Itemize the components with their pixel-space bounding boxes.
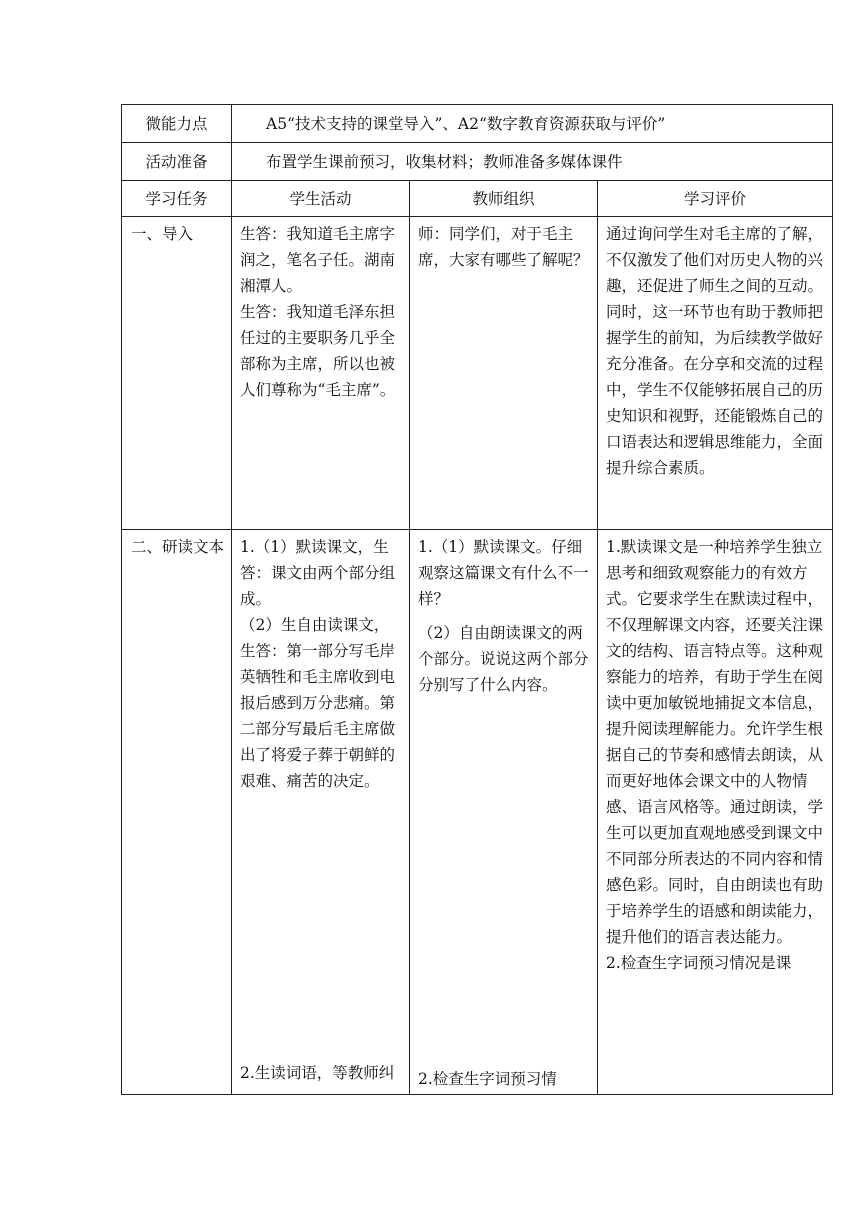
header-evaluation: 学习评价 (598, 181, 833, 217)
teacher-question: 师：同学们，对于毛主席，大家有哪些了解呢？ (418, 225, 589, 269)
student-activity-cell (232, 530, 410, 1095)
evaluation-text: 2.检查生字词预习情况是课 (606, 954, 792, 972)
evaluation-cell (598, 217, 833, 530)
table-row-intro (122, 217, 833, 530)
lesson-plan-table (121, 104, 833, 1095)
prep-value: 布置学生课前预习，收集材料；教师准备多媒体课件 (232, 143, 833, 181)
student-answer: 生答：我知道毛主席字润之，笔名子任。湖南湘潭人。 (240, 225, 396, 295)
header-student: 学生活动 (232, 181, 410, 217)
competency-value: A5“技术支持的课堂导入”、A2“数字教育资源获取与评价” (232, 105, 833, 143)
task-cell: 二、研读文本 (122, 530, 232, 1095)
task-cell: 一、导入 (122, 217, 232, 530)
student-answer: 生答：我知道毛泽东担任过的主要职务几乎全部称为主席，所以也被人们尊称为“毛主席”。 (240, 303, 396, 399)
competency-label: 微能力点 (122, 105, 232, 143)
teacher-question: 1.（1）默读课文。仔细观察这篇课文有什么不一样？ (418, 538, 589, 608)
student-answer: 1.（1）默读课文，生答：课文由两个部分组成。 (240, 538, 396, 608)
student-answer-continued: 2.生读词语，等教师纠 (240, 1064, 395, 1082)
teacher-question: （2）自由朗读课文的两个部分。说说这两个部分分别写了什么内容。 (418, 624, 589, 694)
teacher-question-continued: 2.检查生字词预习情 (418, 1070, 557, 1088)
student-activity-cell (232, 217, 410, 530)
evaluation-text: 1.默读课文是一种培养学生独立思考和细致观察能力的有效方式。它要求学生在默读过程中，不仅理解课文内容，还要关注课文的结构、语言特点等。这种观察能力的培养，有助于学生在阅读中更加敏锐地捕捉文本信息，提升阅读理解能力。允许学生根据自己的节奏和感情去朗读，从而更好地体会课文中的人物情感、语言风格等。通过朗读，学生可以更加直观地感受到课文中不同部分所表达的不同内容和情感色彩。同时，自由朗读也有助于培养学生的语感和朗读能力，提升他们的语言表达能力。 (606, 538, 824, 946)
header-task: 学习任务 (122, 181, 232, 217)
competency-row (122, 105, 833, 143)
header-row (122, 181, 833, 217)
evaluation-cell (598, 530, 833, 1095)
teacher-organization-cell (410, 530, 598, 1095)
prep-row (122, 143, 833, 181)
table-row-reading (122, 530, 833, 1095)
header-teacher: 教师组织 (410, 181, 598, 217)
teacher-organization-cell (410, 217, 598, 530)
evaluation-text: 通过询问学生对毛主席的了解，不仅激发了他们对历史人物的兴趣，还促进了师生之间的互动。同时，这一环节也有助于教师把握学生的前知，为后续教学做好充分准备。在分享和交流的过程中，学生不仅能够拓展自己的历史知识和视野，还能锻炼自己的口语表达和逻辑思维能力，全面提升综合素质。 (606, 225, 824, 477)
student-answer: （2）生自由读课文，生答：第一部分写毛岸英牺牲和毛主席收到电报后感到万分悲痛。第二部分写最后毛主席做出了将爱子葬于朝鲜的艰难、痛苦的决定。 (240, 616, 396, 790)
prep-label: 活动准备 (122, 143, 232, 181)
